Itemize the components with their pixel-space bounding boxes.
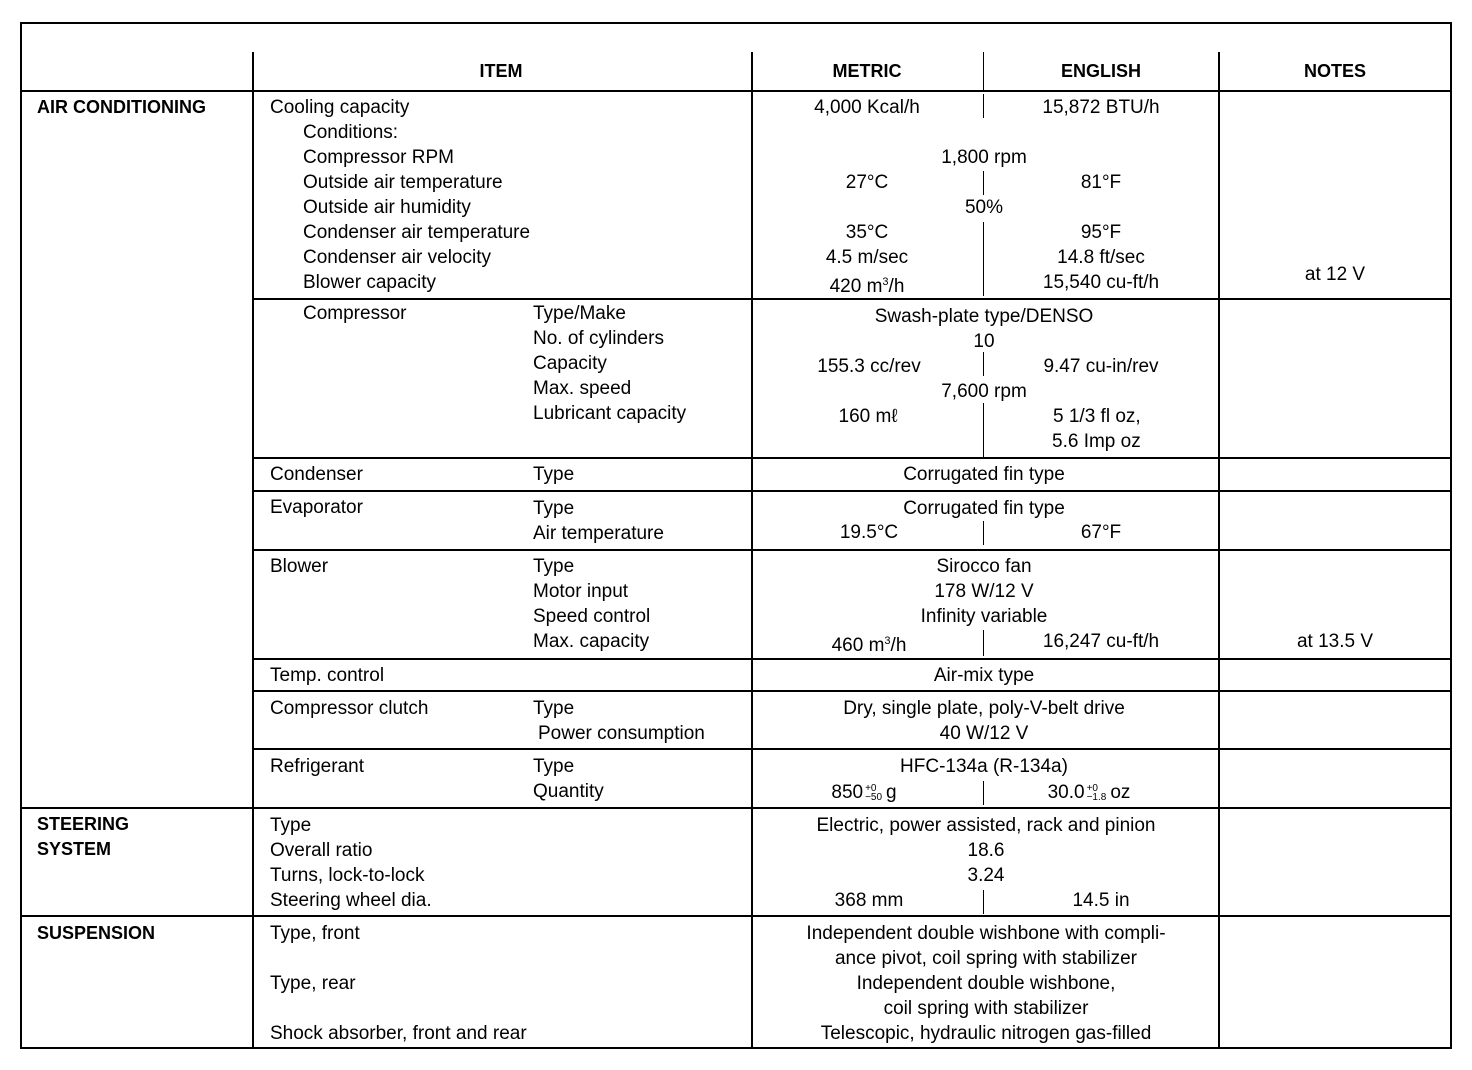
air-temp-metric: 19.5°C [839, 522, 899, 543]
max-capacity-english: 16,247 cu-ft/h [1042, 631, 1160, 652]
rpm-label: Compressor RPM [303, 147, 454, 168]
quantity-metric: 850 +0 −50 g [831, 782, 897, 803]
condenser-type-label: Type [533, 464, 575, 485]
metric-english-sep [983, 171, 984, 195]
clutch-label: Compressor clutch [270, 698, 429, 719]
max-capacity-note: at 13.5 V [1296, 631, 1374, 652]
motor-input-label: Motor input [533, 581, 629, 602]
steering-type: Electric, power assisted, rack and pinion [816, 815, 1156, 836]
section-air-conditioning: AIR CONDITIONING [37, 97, 206, 117]
lubricant-english-1: 5 1/3 fl oz, [1053, 406, 1141, 427]
speed-control-value: Infinity variable [920, 606, 1048, 627]
metric-english-sep [983, 781, 984, 805]
section-steering: STEERING [37, 814, 130, 834]
metric-english-sep [983, 630, 984, 656]
row-rule [252, 457, 1452, 459]
max-capacity-metric: 460 $m^3/h$ [831, 635, 907, 656]
humidity-label: Outside air humidity [303, 197, 471, 218]
air-temp-english: 67°F [1080, 522, 1122, 543]
air-temp-label: Air temperature [533, 523, 664, 544]
blower-capacity-english: 15,540 cu-ft/h [1042, 272, 1160, 293]
max-speed-label: Max. speed [533, 378, 632, 399]
row-rule [252, 690, 1452, 692]
cav-label: Condenser air velocity [303, 247, 491, 268]
blower-type-label: Type [533, 556, 575, 577]
row-rule [252, 658, 1452, 660]
header-notes: NOTES [1303, 61, 1367, 81]
front-value-2: ance pivot, coil spring with stabilizer [834, 948, 1138, 969]
metric-english-sep [983, 352, 984, 376]
front-label: Type, front [270, 923, 360, 944]
cat-label: Condenser air temperature [303, 222, 531, 243]
cat-metric: 35°C [845, 222, 889, 243]
blower-capacity-note: at 12 V [1304, 264, 1366, 285]
cylinders-value: 10 [973, 331, 995, 352]
quantity-english: 30.0 +0 −1.8 oz [1047, 782, 1131, 803]
row-rule [252, 748, 1452, 750]
quantity-label: Quantity [533, 781, 604, 802]
row-rule [252, 490, 1452, 492]
metric-english-sep [983, 521, 984, 545]
header-item: ITEM [479, 61, 523, 81]
header-english: ENGLISH [1060, 61, 1142, 81]
shock-label: Shock absorber, front and rear [270, 1023, 527, 1044]
steering-type-label: Type [270, 815, 312, 836]
metric-english-sep [983, 890, 984, 914]
clutch-type: Dry, single plate, poly-V-belt drive [843, 698, 1125, 719]
evaporator-type: Corrugated fin type [903, 498, 1065, 519]
metric-english-sep [983, 222, 984, 296]
max-speed-value: 7,600 rpm [941, 381, 1027, 402]
wheel-english: 14.5 in [1072, 890, 1130, 911]
cylinders-label: No. of cylinders [533, 328, 664, 349]
row-rule [252, 549, 1452, 551]
temp-control-label: Temp. control [270, 665, 385, 686]
wheel-label: Steering wheel dia. [270, 890, 432, 911]
temp-control-value: Air-mix type [933, 665, 1035, 686]
blower-capacity-label: Blower capacity [303, 272, 437, 293]
power-value: 40 W/12 V [939, 723, 1029, 744]
lubricant-metric: 160 mℓ [838, 406, 898, 427]
humidity-value: 50% [964, 197, 1004, 218]
cooling-metric: 4,000 Kcal/h [814, 97, 920, 118]
power-label: Power consumption [538, 723, 705, 744]
rear-label: Type, rear [270, 973, 356, 994]
capacity-metric: 155.3 cc/rev [817, 356, 921, 377]
motor-input-value: 178 W/12 V [934, 581, 1034, 602]
max-capacity-label: Max. capacity [533, 631, 650, 652]
oat-english: 81°F [1080, 172, 1122, 193]
blower-type: Sirocco fan [936, 556, 1032, 577]
refrigerant-type-label: Type [533, 756, 575, 777]
turns-value: 3.24 [967, 865, 1005, 886]
evaporator-label: Evaporator [270, 497, 363, 518]
condenser-label: Condenser [270, 464, 363, 485]
section-rule [20, 915, 1452, 917]
cav-english: 14.8 ft/sec [1057, 247, 1145, 268]
header-metric: METRIC [832, 61, 902, 81]
speed-control-label: Speed control [533, 606, 651, 627]
spec-table [20, 22, 1452, 1049]
section-suspension: SUSPENSION [37, 923, 156, 943]
shock-value: Telescopic, hydraulic nitrogen gas-filled [820, 1023, 1152, 1044]
rpm-value: 1,800 rpm [941, 147, 1027, 168]
cat-english: 95°F [1080, 222, 1122, 243]
cooling-english: 15,872 BTU/h [1042, 97, 1160, 118]
metric-english-sep [983, 94, 984, 118]
column-divider-english-header [983, 52, 984, 91]
metric-english-sep [983, 403, 984, 457]
ratio-value: 18.6 [967, 840, 1005, 861]
wheel-metric: 368 mm [834, 890, 904, 911]
compressor-label: Compressor [303, 303, 407, 324]
clutch-type-label: Type [533, 698, 575, 719]
compressor-type-label: Type/Make [533, 303, 626, 324]
evaporator-type-label: Type [533, 498, 575, 519]
cooling-label: Cooling capacity [270, 97, 410, 118]
refrigerant-label: Refrigerant [270, 756, 364, 777]
lubricant-english-2: 5.6 Imp oz [1052, 431, 1141, 452]
conditions-label: Conditions: [303, 122, 399, 143]
condenser-type: Corrugated fin type [903, 464, 1065, 485]
front-value-1: Independent double wishbone with compli- [806, 923, 1166, 944]
capacity-label: Capacity [533, 353, 607, 374]
blower-capacity-metric: 420 $m^3/h$ [829, 276, 905, 297]
lubricant-label: Lubricant capacity [533, 403, 687, 424]
turns-label: Turns, lock-to-lock [270, 865, 425, 886]
section-steering-system: SYSTEM [37, 839, 112, 859]
blower-label: Blower [270, 556, 329, 577]
rear-value-2: coil spring with stabilizer [883, 998, 1089, 1019]
refrigerant-type: HFC-134a (R-134a) [900, 756, 1068, 777]
capacity-english: 9.47 cu-in/rev [1043, 356, 1159, 377]
oat-label: Outside air temperature [303, 172, 503, 193]
section-rule [20, 807, 1452, 809]
header-rule [20, 90, 1452, 92]
ratio-label: Overall ratio [270, 840, 373, 861]
rear-value-1: Independent double wishbone, [856, 973, 1116, 994]
cav-metric: 4.5 m/sec [825, 247, 909, 268]
oat-metric: 27°C [845, 172, 889, 193]
compressor-type: Swash-plate type/DENSO [874, 306, 1094, 327]
